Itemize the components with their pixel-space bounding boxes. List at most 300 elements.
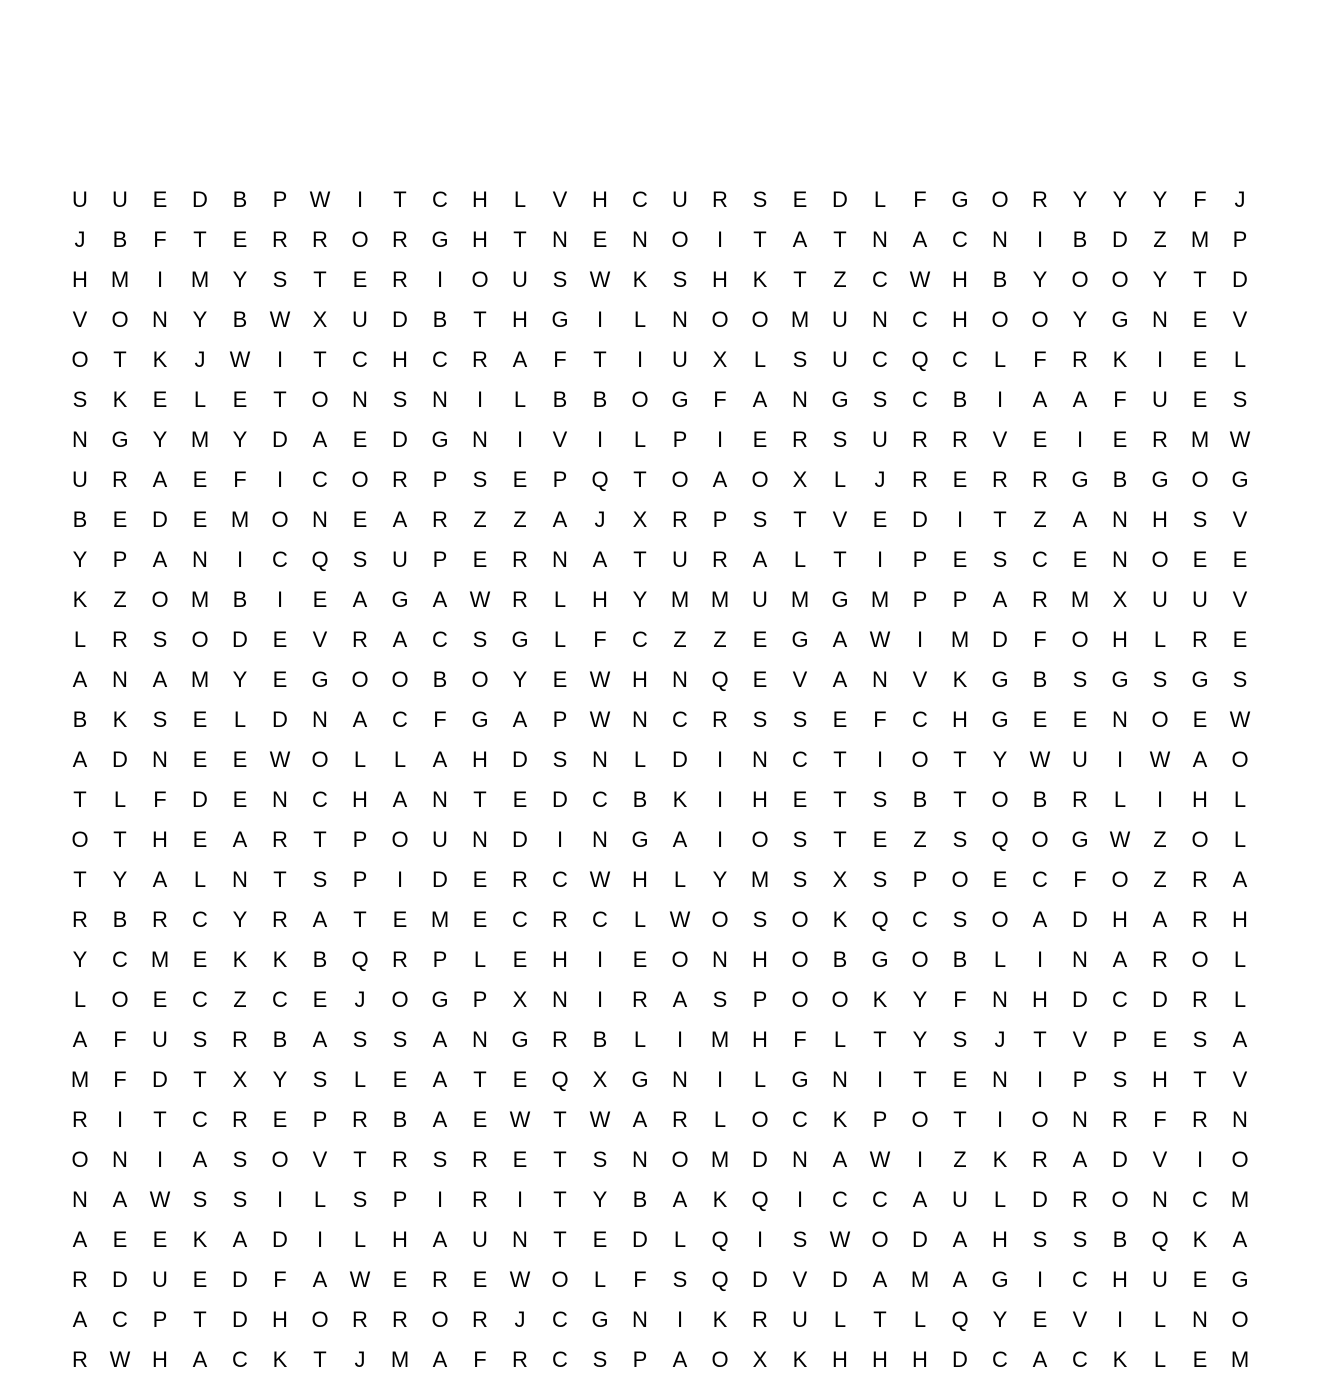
letter-cell[interactable]: A — [632, 1107, 648, 1132]
letter-cell[interactable]: R — [632, 987, 648, 1012]
letter-cell[interactable]: R — [392, 1307, 408, 1332]
letter-cell[interactable]: B — [1112, 1227, 1128, 1252]
letter-cell[interactable]: K — [872, 987, 888, 1012]
letter-cell[interactable]: A — [432, 587, 448, 612]
letter-cell[interactable]: A — [392, 627, 408, 652]
letter-cell[interactable]: U — [1152, 587, 1168, 612]
letter-cell[interactable]: Y — [1072, 307, 1088, 332]
letter-cell[interactable]: R — [1072, 787, 1088, 812]
letter-cell[interactable]: H — [752, 947, 768, 972]
letter-cell[interactable]: R — [472, 347, 488, 372]
letter-cell[interactable]: S — [672, 267, 688, 292]
letter-cell[interactable]: R — [392, 267, 408, 292]
letter-cell[interactable]: N — [552, 227, 568, 252]
letter-cell[interactable]: R — [1032, 467, 1048, 492]
letter-cell[interactable]: G — [631, 1067, 649, 1092]
letter-cell[interactable]: H — [1112, 627, 1128, 652]
letter-cell[interactable]: O — [311, 747, 329, 772]
letter-cell[interactable]: W — [509, 1267, 531, 1292]
letter-cell[interactable]: K — [272, 1347, 288, 1372]
letter-cell[interactable]: L — [1233, 947, 1247, 972]
letter-cell[interactable]: A — [312, 427, 328, 452]
letter-cell[interactable]: T — [833, 787, 847, 812]
letter-cell[interactable]: N — [1192, 1307, 1208, 1332]
letter-cell[interactable]: M — [710, 1027, 730, 1052]
letter-cell[interactable]: L — [353, 1227, 367, 1252]
letter-cell[interactable]: A — [152, 547, 168, 572]
letter-cell[interactable]: A — [432, 1347, 448, 1372]
letter-cell[interactable]: S — [352, 1027, 368, 1052]
letter-cell[interactable]: I — [716, 227, 724, 252]
letter-cell[interactable]: A — [952, 1267, 968, 1292]
letter-cell[interactable]: M — [710, 1147, 730, 1172]
letter-cell[interactable]: U — [832, 307, 848, 332]
letter-cell[interactable]: A — [752, 387, 768, 412]
letter-cell[interactable]: G — [391, 587, 409, 612]
letter-cell[interactable]: A — [152, 467, 168, 492]
letter-cell[interactable]: D — [432, 867, 448, 892]
letter-cell[interactable]: O — [711, 1347, 729, 1372]
letter-cell[interactable]: E — [592, 227, 608, 252]
letter-cell[interactable]: H — [1112, 907, 1128, 932]
letter-cell[interactable]: L — [833, 467, 847, 492]
letter-cell[interactable]: T — [473, 307, 487, 332]
letter-cell[interactable]: S — [272, 267, 288, 292]
letter-cell[interactable]: Y — [1112, 187, 1128, 212]
letter-cell[interactable]: K — [832, 907, 848, 932]
letter-cell[interactable]: D — [1152, 987, 1168, 1012]
letter-cell[interactable]: D — [272, 427, 288, 452]
letter-cell[interactable]: H — [1112, 1267, 1128, 1292]
letter-cell[interactable]: O — [671, 1147, 689, 1172]
letter-cell[interactable]: B — [112, 907, 128, 932]
letter-cell[interactable]: Y — [592, 1187, 608, 1212]
letter-cell[interactable]: C — [112, 1307, 128, 1332]
letter-cell[interactable]: T — [113, 347, 127, 372]
letter-cell[interactable]: N — [872, 667, 888, 692]
letter-cell[interactable]: L — [993, 1187, 1007, 1212]
letter-cell[interactable]: Y — [1072, 187, 1088, 212]
letter-cell[interactable]: F — [153, 787, 167, 812]
letter-cell[interactable]: O — [991, 187, 1009, 212]
letter-cell[interactable]: H — [592, 587, 608, 612]
letter-cell[interactable]: P — [392, 1187, 408, 1212]
letter-cell[interactable]: F — [913, 187, 927, 212]
letter-cell[interactable]: I — [276, 587, 284, 612]
letter-cell[interactable]: W — [269, 747, 291, 772]
letter-cell[interactable]: O — [991, 307, 1009, 332]
letter-cell[interactable]: Q — [351, 947, 369, 972]
letter-cell[interactable]: S — [672, 1267, 688, 1292]
letter-cell[interactable]: E — [192, 947, 208, 972]
letter-cell[interactable]: T — [873, 1307, 887, 1332]
letter-cell[interactable]: F — [1193, 187, 1207, 212]
letter-cell[interactable]: H — [1232, 907, 1248, 932]
letter-cell[interactable]: Q — [751, 1187, 769, 1212]
letter-cell[interactable]: S — [352, 547, 368, 572]
letter-cell[interactable]: W — [269, 307, 291, 332]
letter-cell[interactable]: D — [952, 1347, 968, 1372]
letter-cell[interactable]: A — [152, 667, 168, 692]
letter-cell[interactable]: Y — [1032, 267, 1048, 292]
letter-cell[interactable]: B — [272, 1027, 288, 1052]
letter-cell[interactable]: O — [791, 907, 809, 932]
letter-cell[interactable]: T — [353, 1147, 367, 1172]
letter-cell[interactable]: E — [152, 1227, 168, 1252]
letter-cell[interactable]: H — [1192, 787, 1208, 812]
letter-cell[interactable]: B — [1032, 787, 1048, 812]
letter-cell[interactable]: B — [632, 1187, 648, 1212]
letter-cell[interactable]: O — [111, 987, 129, 1012]
letter-cell[interactable]: A — [712, 467, 728, 492]
letter-cell[interactable]: I — [716, 827, 724, 852]
letter-cell[interactable]: E — [752, 427, 768, 452]
letter-cell[interactable]: A — [512, 707, 528, 732]
letter-cell[interactable]: G — [831, 587, 849, 612]
letter-cell[interactable]: O — [71, 1147, 89, 1172]
letter-cell[interactable]: Q — [911, 347, 929, 372]
letter-cell[interactable]: E — [232, 747, 248, 772]
letter-cell[interactable]: R — [272, 827, 288, 852]
letter-cell[interactable]: R — [72, 1267, 88, 1292]
letter-cell[interactable]: O — [471, 267, 489, 292]
letter-cell[interactable]: B — [72, 507, 88, 532]
letter-cell[interactable]: I — [1156, 787, 1164, 812]
letter-cell[interactable]: X — [1112, 587, 1128, 612]
letter-cell[interactable]: R — [392, 947, 408, 972]
letter-cell[interactable]: E — [232, 787, 248, 812]
letter-cell[interactable]: M — [1230, 1187, 1250, 1212]
letter-cell[interactable]: L — [633, 747, 647, 772]
letter-cell[interactable]: W — [1029, 747, 1051, 772]
letter-cell[interactable]: F — [233, 467, 247, 492]
letter-cell[interactable]: B — [992, 267, 1008, 292]
letter-cell[interactable]: S — [952, 907, 968, 932]
letter-cell[interactable]: S — [72, 387, 88, 412]
letter-cell[interactable]: D — [112, 747, 128, 772]
letter-cell[interactable]: S — [872, 387, 888, 412]
letter-cell[interactable]: K — [112, 707, 128, 732]
letter-cell[interactable]: L — [353, 1067, 367, 1092]
letter-cell[interactable]: M — [190, 267, 210, 292]
letter-cell[interactable]: I — [556, 827, 564, 852]
letter-cell[interactable]: M — [190, 587, 210, 612]
letter-cell[interactable]: I — [996, 1107, 1004, 1132]
letter-cell[interactable]: E — [872, 827, 888, 852]
letter-cell[interactable]: C — [552, 1307, 568, 1332]
letter-cell[interactable]: G — [671, 387, 689, 412]
letter-cell[interactable]: N — [1112, 547, 1128, 572]
letter-cell[interactable]: I — [436, 267, 444, 292]
letter-cell[interactable]: M — [190, 667, 210, 692]
letter-cell[interactable]: T — [833, 827, 847, 852]
letter-cell[interactable]: I — [876, 547, 884, 572]
letter-cell[interactable]: H — [632, 867, 648, 892]
letter-cell[interactable]: F — [953, 987, 967, 1012]
letter-cell[interactable]: I — [396, 867, 404, 892]
letter-cell[interactable]: W — [109, 1347, 131, 1372]
letter-cell[interactable]: A — [992, 587, 1008, 612]
letter-cell[interactable]: R — [1112, 1107, 1128, 1132]
letter-cell[interactable]: O — [831, 987, 849, 1012]
letter-cell[interactable]: S — [792, 827, 808, 852]
letter-cell[interactable]: Y — [232, 667, 248, 692]
letter-cell[interactable]: H — [152, 827, 168, 852]
letter-cell[interactable]: Y — [912, 1027, 928, 1052]
letter-cell[interactable]: F — [713, 387, 727, 412]
letter-cell[interactable]: Z — [1033, 507, 1047, 532]
letter-cell[interactable]: O — [751, 467, 769, 492]
letter-cell[interactable]: I — [956, 507, 964, 532]
letter-cell[interactable]: L — [673, 1227, 687, 1252]
letter-cell[interactable]: M — [870, 587, 890, 612]
letter-cell[interactable]: N — [1072, 1107, 1088, 1132]
letter-cell[interactable]: K — [992, 1147, 1008, 1172]
letter-cell[interactable]: T — [273, 867, 287, 892]
letter-cell[interactable]: Z — [513, 507, 527, 532]
letter-cell[interactable]: T — [633, 547, 647, 572]
letter-cell[interactable]: R — [152, 907, 168, 932]
letter-cell[interactable]: V — [1232, 307, 1248, 332]
letter-cell[interactable]: N — [112, 667, 128, 692]
letter-cell[interactable]: G — [1111, 307, 1129, 332]
letter-cell[interactable]: R — [512, 547, 528, 572]
letter-cell[interactable]: A — [1232, 867, 1248, 892]
letter-cell[interactable]: E — [1192, 1347, 1208, 1372]
letter-cell[interactable]: M — [230, 507, 250, 532]
letter-cell[interactable]: X — [592, 1067, 608, 1092]
letter-cell[interactable]: L — [73, 627, 87, 652]
letter-cell[interactable]: X — [312, 307, 328, 332]
letter-cell[interactable]: E — [512, 1147, 528, 1172]
letter-cell[interactable]: Z — [113, 587, 127, 612]
letter-cell[interactable]: P — [672, 427, 688, 452]
letter-cell[interactable]: G — [511, 627, 529, 652]
letter-cell[interactable]: C — [872, 347, 888, 372]
letter-cell[interactable]: R — [232, 1027, 248, 1052]
letter-cell[interactable]: O — [991, 787, 1009, 812]
letter-cell[interactable]: F — [1153, 1107, 1167, 1132]
letter-cell[interactable]: B — [232, 307, 248, 332]
letter-cell[interactable]: P — [352, 827, 368, 852]
letter-cell[interactable]: P — [152, 1307, 168, 1332]
letter-cell[interactable]: U — [112, 187, 128, 212]
letter-cell[interactable]: D — [832, 187, 848, 212]
letter-cell[interactable]: T — [73, 787, 87, 812]
letter-cell[interactable]: W — [829, 1227, 851, 1252]
letter-cell[interactable]: G — [631, 827, 649, 852]
letter-cell[interactable]: T — [793, 507, 807, 532]
letter-cell[interactable]: U — [1152, 1267, 1168, 1292]
letter-cell[interactable]: E — [1112, 427, 1128, 452]
letter-cell[interactable]: W — [589, 707, 611, 732]
letter-cell[interactable]: E — [1192, 347, 1208, 372]
letter-cell[interactable]: Y — [992, 747, 1008, 772]
letter-cell[interactable]: E — [1192, 707, 1208, 732]
letter-cell[interactable]: M — [150, 947, 170, 972]
letter-cell[interactable]: N — [672, 667, 688, 692]
letter-cell[interactable]: L — [1153, 1307, 1167, 1332]
letter-cell[interactable]: J — [994, 1027, 1006, 1052]
letter-cell[interactable]: E — [232, 387, 248, 412]
letter-cell[interactable]: B — [1072, 227, 1088, 252]
letter-cell[interactable]: D — [192, 187, 208, 212]
letter-cell[interactable]: U — [672, 187, 688, 212]
letter-cell[interactable]: G — [551, 307, 569, 332]
letter-cell[interactable]: O — [1031, 827, 1049, 852]
letter-cell[interactable]: G — [871, 947, 889, 972]
letter-cell[interactable]: O — [191, 627, 209, 652]
letter-cell[interactable]: L — [793, 547, 807, 572]
letter-cell[interactable]: S — [1032, 1227, 1048, 1252]
letter-cell[interactable]: D — [272, 1227, 288, 1252]
letter-cell[interactable]: R — [1032, 1147, 1048, 1172]
letter-cell[interactable]: E — [512, 1067, 528, 1092]
letter-cell[interactable]: S — [752, 707, 768, 732]
letter-cell[interactable]: E — [472, 1267, 488, 1292]
letter-cell[interactable]: A — [1192, 747, 1208, 772]
letter-cell[interactable]: F — [633, 1267, 647, 1292]
letter-cell[interactable]: O — [1231, 1307, 1249, 1332]
letter-cell[interactable]: R — [792, 427, 808, 452]
letter-cell[interactable]: T — [1193, 1067, 1207, 1092]
letter-cell[interactable]: O — [871, 1227, 889, 1252]
letter-cell[interactable]: E — [512, 947, 528, 972]
letter-cell[interactable]: H — [1152, 1067, 1168, 1092]
letter-cell[interactable]: D — [992, 627, 1008, 652]
letter-cell[interactable]: C — [192, 907, 208, 932]
letter-cell[interactable]: N — [672, 307, 688, 332]
letter-cell[interactable]: Z — [833, 267, 847, 292]
letter-cell[interactable]: W — [1109, 827, 1131, 852]
letter-cell[interactable]: S — [1232, 387, 1248, 412]
letter-cell[interactable]: S — [392, 387, 408, 412]
letter-cell[interactable]: N — [552, 547, 568, 572]
letter-cell[interactable]: P — [112, 547, 128, 572]
letter-cell[interactable]: B — [112, 227, 128, 252]
letter-cell[interactable]: K — [832, 1107, 848, 1132]
letter-cell[interactable]: O — [71, 347, 89, 372]
letter-cell[interactable]: W — [669, 907, 691, 932]
letter-cell[interactable]: S — [992, 547, 1008, 572]
letter-cell[interactable]: N — [112, 1147, 128, 1172]
letter-cell[interactable]: K — [1112, 347, 1128, 372]
letter-cell[interactable]: P — [912, 867, 928, 892]
letter-cell[interactable]: X — [752, 1347, 768, 1372]
letter-cell[interactable]: M — [430, 907, 450, 932]
letter-cell[interactable]: B — [312, 947, 328, 972]
letter-cell[interactable]: G — [1151, 467, 1169, 492]
letter-cell[interactable]: O — [1191, 827, 1209, 852]
letter-cell[interactable]: S — [1192, 507, 1208, 532]
letter-cell[interactable]: M — [1190, 427, 1210, 452]
letter-cell[interactable]: D — [552, 787, 568, 812]
letter-cell[interactable]: T — [193, 1067, 207, 1092]
letter-cell[interactable]: T — [633, 467, 647, 492]
letter-cell[interactable]: O — [1111, 1187, 1129, 1212]
letter-cell[interactable]: A — [192, 1147, 208, 1172]
letter-cell[interactable]: E — [392, 907, 408, 932]
letter-cell[interactable]: R — [1032, 187, 1048, 212]
letter-cell[interactable]: Y — [232, 267, 248, 292]
letter-cell[interactable]: D — [632, 1227, 648, 1252]
letter-cell[interactable]: D — [232, 1267, 248, 1292]
letter-cell[interactable]: R — [392, 467, 408, 492]
letter-cell[interactable]: R — [952, 427, 968, 452]
letter-cell[interactable]: C — [1032, 867, 1048, 892]
letter-cell[interactable]: U — [472, 1227, 488, 1252]
letter-cell[interactable]: I — [996, 387, 1004, 412]
letter-cell[interactable]: M — [710, 587, 730, 612]
letter-cell[interactable]: U — [352, 307, 368, 332]
letter-cell[interactable]: Y — [1152, 267, 1168, 292]
letter-cell[interactable]: E — [1072, 707, 1088, 732]
letter-cell[interactable]: I — [476, 387, 484, 412]
letter-cell[interactable]: D — [192, 787, 208, 812]
letter-cell[interactable]: Q — [551, 1067, 569, 1092]
letter-cell[interactable]: S — [1232, 667, 1248, 692]
letter-cell[interactable]: L — [833, 1027, 847, 1052]
letter-cell[interactable]: C — [1072, 1347, 1088, 1372]
letter-cell[interactable]: Y — [512, 667, 528, 692]
letter-cell[interactable]: G — [311, 667, 329, 692]
letter-cell[interactable]: T — [753, 227, 767, 252]
letter-cell[interactable]: S — [392, 1027, 408, 1052]
letter-cell[interactable]: C — [552, 867, 568, 892]
letter-cell[interactable]: L — [1113, 787, 1127, 812]
letter-cell[interactable]: Q — [991, 827, 1009, 852]
letter-cell[interactable]: N — [72, 1187, 88, 1212]
letter-cell[interactable]: F — [433, 707, 447, 732]
letter-cell[interactable]: E — [1192, 1267, 1208, 1292]
letter-cell[interactable]: S — [1192, 1027, 1208, 1052]
letter-cell[interactable]: E — [1032, 707, 1048, 732]
letter-cell[interactable]: V — [992, 427, 1008, 452]
letter-cell[interactable]: T — [793, 267, 807, 292]
letter-cell[interactable]: R — [352, 627, 368, 652]
letter-cell[interactable]: S — [312, 1067, 328, 1092]
letter-cell[interactable]: I — [1036, 947, 1044, 972]
letter-cell[interactable]: E — [152, 987, 168, 1012]
letter-cell[interactable]: C — [592, 907, 608, 932]
letter-cell[interactable]: N — [632, 1147, 648, 1172]
letter-cell[interactable]: K — [112, 387, 128, 412]
letter-cell[interactable]: F — [873, 707, 887, 732]
letter-cell[interactable]: S — [752, 907, 768, 932]
letter-cell[interactable]: E — [792, 187, 808, 212]
letter-cell[interactable]: U — [1072, 747, 1088, 772]
letter-cell[interactable]: W — [869, 1147, 891, 1172]
letter-cell[interactable]: M — [910, 1267, 930, 1292]
letter-cell[interactable]: P — [432, 947, 448, 972]
letter-cell[interactable]: C — [1112, 987, 1128, 1012]
letter-cell[interactable]: H — [72, 267, 88, 292]
letter-cell[interactable]: E — [472, 1107, 488, 1132]
letter-cell[interactable]: R — [912, 467, 928, 492]
letter-cell[interactable]: P — [952, 587, 968, 612]
letter-cell[interactable]: I — [716, 787, 724, 812]
letter-cell[interactable]: A — [832, 627, 848, 652]
letter-cell[interactable]: F — [153, 227, 167, 252]
letter-cell[interactable]: W — [349, 1267, 371, 1292]
letter-cell[interactable]: O — [1111, 267, 1129, 292]
letter-cell[interactable]: S — [792, 867, 808, 892]
letter-cell[interactable]: I — [316, 1227, 324, 1252]
letter-cell[interactable]: O — [1151, 707, 1169, 732]
letter-cell[interactable]: Z — [473, 507, 487, 532]
letter-cell[interactable]: I — [436, 1187, 444, 1212]
letter-cell[interactable]: L — [313, 1187, 327, 1212]
